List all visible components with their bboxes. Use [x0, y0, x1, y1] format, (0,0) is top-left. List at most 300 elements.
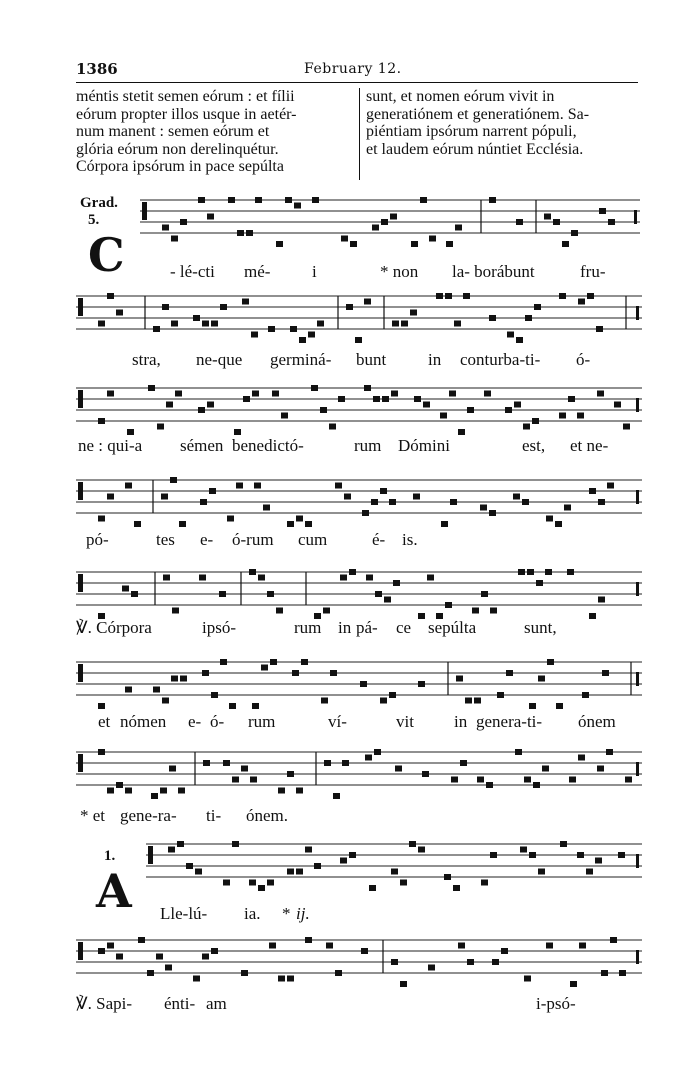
syllable: ne-que	[196, 350, 243, 369]
neume-note	[207, 402, 214, 408]
neume-note	[441, 521, 448, 527]
neume-note	[269, 943, 276, 949]
neume-note	[538, 869, 545, 875]
neume-note	[151, 793, 158, 799]
neume-note	[568, 396, 575, 402]
neume-note	[579, 943, 586, 949]
right-column	[366, 88, 638, 158]
neume-note	[480, 505, 487, 511]
chant-staff-drawing	[76, 934, 642, 990]
neume-note	[308, 332, 315, 338]
neume-note	[409, 841, 416, 847]
syllable: stra,	[132, 350, 161, 369]
neume-note	[392, 321, 399, 327]
neume-note	[168, 847, 175, 853]
chant-staff-drawing	[76, 474, 642, 530]
neume-note	[490, 608, 497, 614]
neume-note	[381, 219, 388, 225]
neume-note	[335, 483, 342, 489]
neume-note	[489, 197, 496, 203]
page-title: February 12.	[304, 61, 402, 77]
neume-note	[389, 692, 396, 698]
neume-note	[172, 608, 179, 614]
neume-note	[501, 948, 508, 954]
neume-note	[330, 670, 337, 676]
neume-note	[562, 241, 569, 247]
syllable: ó-rum	[232, 530, 274, 549]
lyric-line	[76, 618, 642, 642]
lyric-line	[76, 350, 642, 374]
neume-note	[365, 755, 372, 761]
neume-note	[162, 225, 169, 231]
neume-note	[489, 315, 496, 321]
clef-icon	[78, 574, 83, 592]
neume-note	[229, 703, 236, 709]
neume-note	[209, 488, 216, 494]
neume-note	[296, 869, 303, 875]
neume-note	[601, 970, 608, 976]
neume-note	[296, 516, 303, 522]
syllable: in	[454, 712, 468, 731]
syllable: ce	[396, 618, 412, 637]
custos-icon	[636, 762, 639, 776]
neume-note	[116, 782, 123, 788]
neume-note	[98, 948, 105, 954]
neume-note	[597, 766, 604, 772]
neume-note	[391, 869, 398, 875]
syllable: Dómini	[398, 436, 450, 455]
staff	[76, 656, 642, 712]
syllable: sunt,	[524, 618, 557, 637]
neume-note	[258, 885, 265, 891]
neume-note	[505, 407, 512, 413]
neume-note	[390, 214, 397, 220]
syllable: rum	[294, 618, 322, 637]
syllable: sémen	[180, 436, 224, 455]
text-line: sunt, et nomen eórum vivit in	[366, 88, 555, 105]
neume-note	[369, 885, 376, 891]
neume-note	[423, 402, 430, 408]
neume-note	[242, 299, 249, 305]
neume-note	[193, 976, 200, 982]
neume-note	[395, 766, 402, 772]
neume-note	[125, 687, 132, 693]
neume-note	[107, 293, 114, 299]
neume-note	[272, 391, 279, 397]
neume-note	[326, 943, 333, 949]
neume-note	[608, 219, 615, 225]
gradual-label: Grad.	[80, 195, 118, 211]
clef-icon	[78, 298, 83, 316]
neume-note	[597, 391, 604, 397]
neume-note	[559, 413, 566, 419]
neume-note	[237, 230, 244, 236]
neume-note	[401, 321, 408, 327]
neume-note	[250, 777, 257, 783]
neume-note	[232, 777, 239, 783]
neume-note	[301, 659, 308, 665]
neume-note	[524, 976, 531, 982]
neume-note	[400, 880, 407, 886]
neume-note	[427, 575, 434, 581]
neume-note	[323, 608, 330, 614]
neume-note	[492, 959, 499, 965]
neume-note	[372, 225, 379, 231]
neume-note	[614, 402, 621, 408]
syllable: conturba-ti-	[460, 350, 541, 369]
neume-note	[618, 852, 625, 858]
syllable: ó-	[210, 712, 225, 731]
neume-note	[382, 396, 389, 402]
neume-note	[333, 793, 340, 799]
neume-note	[276, 241, 283, 247]
page-header	[76, 60, 638, 83]
neume-note	[450, 499, 457, 505]
neume-note	[364, 299, 371, 305]
neume-note	[165, 965, 172, 971]
clef-icon	[142, 202, 147, 220]
syllable: germiná-	[270, 350, 332, 369]
neume-note	[520, 847, 527, 853]
neume-note	[400, 981, 407, 987]
syllable: in	[428, 350, 442, 369]
neume-note	[338, 396, 345, 402]
text-line: et laudem eórum núntiet Ecclésia.	[366, 140, 584, 158]
neume-note	[449, 391, 456, 397]
gradual-initial: C	[88, 228, 125, 282]
neume-note	[170, 477, 177, 483]
text-line: num manent : semen eórum et	[76, 123, 270, 140]
syllable: in	[338, 618, 352, 637]
clef-icon	[78, 942, 83, 960]
neume-note	[180, 219, 187, 225]
text-line: eórum propter illos usque in aetér-	[76, 105, 297, 123]
neume-note	[586, 869, 593, 875]
custos-icon	[636, 306, 639, 320]
syllable: * et	[80, 806, 106, 825]
neume-note	[251, 332, 258, 338]
syllable: *	[282, 904, 291, 923]
neume-note	[589, 488, 596, 494]
neume-note	[533, 782, 540, 788]
neume-note	[198, 407, 205, 413]
neume-note	[116, 954, 123, 960]
neume-note	[522, 499, 529, 505]
syllable: benedictó-	[232, 436, 304, 455]
neume-note	[523, 424, 530, 430]
neume-note	[418, 681, 425, 687]
clef-icon	[78, 754, 83, 772]
staff	[76, 382, 642, 438]
neume-note	[287, 771, 294, 777]
neume-note	[486, 782, 493, 788]
neume-note	[344, 494, 351, 500]
neume-note	[290, 326, 297, 332]
syllable: vit	[396, 712, 414, 731]
neume-note	[321, 698, 328, 704]
neume-note	[507, 332, 514, 338]
neume-note	[342, 760, 349, 766]
neume-note	[350, 241, 357, 247]
neume-note	[570, 981, 577, 987]
syllable: cum	[298, 530, 328, 549]
neume-note	[516, 219, 523, 225]
syllable: bunt	[356, 350, 387, 369]
neume-note	[546, 943, 553, 949]
neume-note	[490, 852, 497, 858]
lyric-line	[76, 436, 642, 460]
neume-note	[241, 970, 248, 976]
neume-note	[234, 429, 241, 435]
neume-note	[602, 670, 609, 676]
neume-note	[198, 197, 205, 203]
neume-note	[513, 494, 520, 500]
chant-staff-drawing	[76, 566, 642, 622]
syllable: pá-	[356, 618, 378, 637]
neume-note	[364, 385, 371, 391]
neume-note	[362, 510, 369, 516]
custos-icon	[636, 950, 639, 964]
neume-note	[278, 976, 285, 982]
staff	[140, 194, 640, 250]
neume-note	[125, 483, 132, 489]
syllable: fru-	[580, 262, 606, 281]
neume-note	[312, 197, 319, 203]
neume-note	[98, 321, 105, 327]
neume-note	[577, 413, 584, 419]
neume-note	[207, 214, 214, 220]
syllable: et ne-	[570, 436, 609, 455]
syllable: ipsó-	[202, 618, 236, 637]
neume-note	[211, 692, 218, 698]
chant-staff-drawing	[76, 382, 642, 438]
neume-note	[547, 659, 554, 665]
neume-note	[453, 885, 460, 891]
staff	[76, 474, 642, 530]
neume-note	[246, 230, 253, 236]
neume-note	[411, 241, 418, 247]
neume-note	[446, 241, 453, 247]
neume-note	[107, 788, 114, 794]
text-line: Córpora ipsórum in pace sepúlta	[76, 158, 284, 175]
syllable: i	[312, 262, 317, 281]
neume-note	[227, 516, 234, 522]
syllable: énti-	[164, 994, 196, 1013]
gradual-mode: 5.	[88, 212, 100, 228]
neume-note	[607, 483, 614, 489]
syllable: i-psó-	[536, 994, 576, 1013]
neume-note	[305, 937, 312, 943]
neume-note	[335, 970, 342, 976]
neume-note	[186, 863, 193, 869]
neume-note	[255, 197, 262, 203]
neume-note	[223, 880, 230, 886]
neume-note	[127, 429, 134, 435]
syllable: * non	[380, 262, 419, 281]
neume-note	[349, 569, 356, 575]
syllable: la- borábunt	[452, 262, 535, 281]
custos-icon	[634, 210, 637, 224]
syllable: rum	[354, 436, 382, 455]
neume-note	[340, 858, 347, 864]
neume-note	[598, 499, 605, 505]
neume-note	[463, 293, 470, 299]
neume-note	[460, 760, 467, 766]
staff	[76, 934, 642, 990]
neume-note	[440, 413, 447, 419]
syllable: mé-	[244, 262, 271, 281]
text-line: piéntiam ipsórum narrent pópuli,	[366, 123, 577, 140]
neume-note	[311, 385, 318, 391]
syllable: Lle-lú-	[160, 904, 208, 923]
neume-note	[193, 315, 200, 321]
neume-note	[599, 208, 606, 214]
neume-note	[138, 937, 145, 943]
neume-note	[413, 494, 420, 500]
neume-note	[518, 569, 525, 575]
neume-note	[180, 676, 187, 682]
neume-note	[169, 766, 176, 772]
lyric-line	[76, 904, 642, 928]
neume-note	[340, 575, 347, 581]
neume-note	[153, 687, 160, 693]
neume-note	[467, 407, 474, 413]
syllable: sepúlta	[428, 618, 477, 637]
neume-note	[361, 948, 368, 954]
neume-note	[162, 304, 169, 310]
syllable: ia.	[244, 904, 261, 923]
neume-note	[252, 703, 259, 709]
neume-note	[564, 505, 571, 511]
neume-note	[477, 777, 484, 783]
neume-note	[156, 954, 163, 960]
chant-staff-drawing	[146, 838, 642, 894]
alleluia-initial: A	[96, 864, 132, 918]
neume-note	[346, 304, 353, 310]
neume-note	[320, 407, 327, 413]
neume-note	[595, 858, 602, 864]
neume-note	[544, 214, 551, 220]
text-columns	[76, 88, 638, 180]
column-divider	[359, 88, 360, 180]
clef-icon	[78, 664, 83, 682]
neume-note	[374, 749, 381, 755]
neume-note	[178, 788, 185, 794]
chant-staff-drawing	[76, 290, 642, 346]
neume-note	[536, 580, 543, 586]
staff	[76, 746, 642, 802]
neume-note	[166, 402, 173, 408]
syllable: ó-	[576, 350, 591, 369]
syllable: gene-ra-	[120, 806, 177, 825]
neume-note	[160, 788, 167, 794]
neume-note	[623, 424, 630, 430]
neume-note	[571, 230, 578, 236]
neume-note	[598, 597, 605, 603]
neume-note	[456, 676, 463, 682]
neume-note	[241, 766, 248, 772]
neume-note	[171, 236, 178, 242]
neume-note	[219, 591, 226, 597]
neume-note	[619, 970, 626, 976]
neume-note	[148, 385, 155, 391]
neume-note	[484, 391, 491, 397]
neume-note	[481, 880, 488, 886]
neume-note	[422, 771, 429, 777]
neume-note	[258, 575, 265, 581]
clef-icon	[78, 482, 83, 500]
neume-note	[161, 494, 168, 500]
neume-note	[515, 749, 522, 755]
neume-note	[98, 516, 105, 522]
neume-note	[294, 203, 301, 209]
syllable: ne : qui-a	[78, 436, 143, 455]
neume-note	[366, 575, 373, 581]
neume-note	[281, 413, 288, 419]
neume-note	[474, 698, 481, 704]
neume-note	[467, 959, 474, 965]
syllable: est,	[522, 436, 546, 455]
neume-note	[199, 575, 206, 581]
neume-note	[625, 777, 632, 783]
neume-note	[560, 841, 567, 847]
neume-note	[567, 569, 574, 575]
neume-note	[606, 749, 613, 755]
neume-note	[134, 521, 141, 527]
neume-note	[545, 569, 552, 575]
syllable: am	[206, 994, 227, 1013]
clef-icon	[78, 390, 83, 408]
neume-note	[391, 959, 398, 965]
custos-icon	[636, 490, 639, 504]
syllable: pó-	[86, 530, 109, 549]
neume-note	[538, 676, 545, 682]
neume-note	[436, 293, 443, 299]
neume-note	[107, 391, 114, 397]
neume-note	[393, 580, 400, 586]
neume-note	[202, 321, 209, 327]
neume-note	[179, 521, 186, 527]
neume-note	[489, 510, 496, 516]
syllable: ℣. Sapi-	[76, 994, 133, 1013]
neume-note	[249, 569, 256, 575]
neume-note	[444, 874, 451, 880]
neume-note	[202, 954, 209, 960]
neume-note	[162, 698, 169, 704]
neume-note	[525, 315, 532, 321]
neume-note	[445, 602, 452, 608]
neume-note	[131, 591, 138, 597]
lyric-line	[76, 262, 642, 286]
syllable: e-	[200, 530, 214, 549]
neume-note	[278, 788, 285, 794]
neume-note	[177, 841, 184, 847]
syllable: rum	[248, 712, 276, 731]
neume-note	[553, 219, 560, 225]
neume-note	[203, 760, 210, 766]
staff	[76, 566, 642, 622]
neume-note	[577, 852, 584, 858]
neume-note	[429, 236, 436, 242]
chant-staff-drawing	[76, 746, 642, 802]
neume-note	[107, 943, 114, 949]
neume-note	[125, 788, 132, 794]
staff	[146, 838, 642, 894]
neume-note	[296, 788, 303, 794]
neume-note	[287, 869, 294, 875]
neume-note	[420, 197, 427, 203]
neume-note	[578, 755, 585, 761]
